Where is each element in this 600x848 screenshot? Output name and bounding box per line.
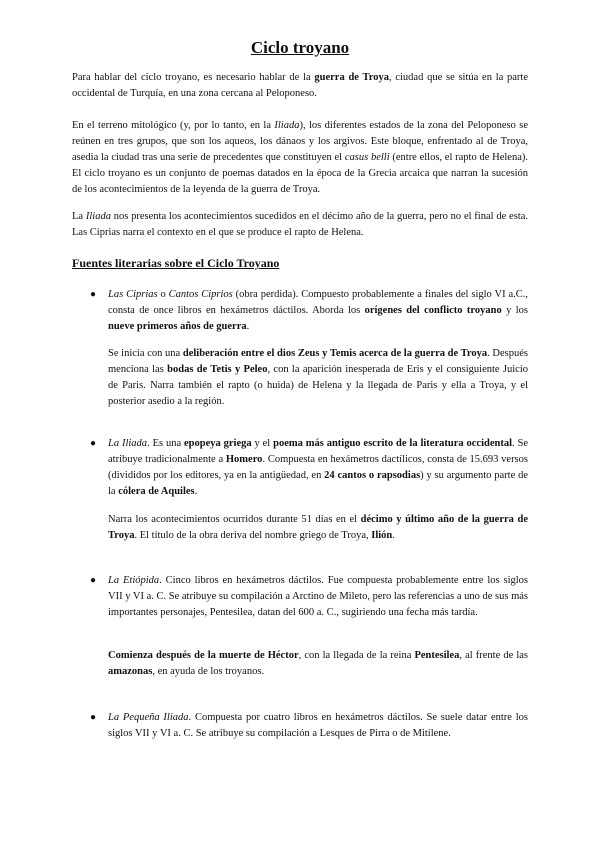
bold-term: Pentesilea (414, 650, 460, 661)
text-run: . Después menciona las (108, 348, 528, 375)
source-etiopida-detail (108, 648, 528, 680)
bold-term: bodas de Tetis y Peleo (167, 364, 268, 375)
text-run: . Es una (147, 438, 184, 449)
text-run: . El título de la obra deriva del nombre griego de Troya, (134, 530, 372, 541)
text-run: . (392, 530, 395, 541)
text-run: ), los diferentes estados de la zona del Peloponeso se reúnen en tres grupos, que son los aqueos, los dánaos y los argivos. Este bloque, enfrentado al de Troya, asedia la ciudad tras una serie de precedentes que constituyen el (72, 120, 528, 163)
work-title: Cantos Ciprios (168, 289, 233, 300)
italic-term: Iliada (274, 120, 300, 131)
bullet-icon: ● (90, 289, 97, 300)
text-run: Para hablar del ciclo troyano, es necesario hablar de la (72, 72, 315, 83)
source-pequena-iliada-paragraph (108, 710, 528, 742)
italic-term: casus belli (344, 152, 390, 163)
text-run: Narra los acontecimientos ocurridos durante 51 días en el (108, 514, 361, 525)
bold-term: Comienza después de la muerte de Héctor (108, 650, 299, 661)
bold-term: epopeya griega (184, 438, 252, 449)
source-etiopida-paragraph (108, 573, 528, 621)
text-run: . Compuesta por cuatro libros en hexámetros dáctilos. Se suele datar entre los siglos VII y VI a. C. Se atribuye su compilación a Lesques de Pirra o de Mitilene. (108, 712, 528, 739)
text-run: , con la llegada de la reina (298, 650, 415, 661)
text-run: , en ayuda de los troyanos. (152, 666, 265, 677)
bold-term: guerra de Troya (314, 72, 389, 83)
text-run: (obra perdida). (232, 289, 302, 300)
page-title: Ciclo troyano (250, 38, 350, 57)
text-run: En el terreno mitológico (y, por lo tanto, en la (72, 120, 275, 131)
bold-term: amazonas (108, 666, 153, 677)
bullet-icon: ● (90, 438, 97, 449)
text-run: y los (501, 305, 528, 316)
work-title: La Iliada (108, 438, 148, 449)
text-run: , con la aparición inesperada de Eris y el consiguiente Juicio de Paris. Narra también el rapto (o huida) de Helena y la llegada de Paris y ella a Troya, y el posterior asedio a la región. (108, 364, 528, 407)
text-run: , al frente de las (459, 650, 528, 661)
text-run: . Compuesta en hexámetros dactílicos, consta de 15.693 versos (divididos por los editores, ya en la antigüedad, en (108, 454, 528, 481)
work-title: La Pequeña Iliada (108, 712, 189, 723)
bold-term: poema más antiguo escrito de la literatura occidental (273, 438, 512, 449)
bold-term: orígenes del conflicto troyano (364, 305, 502, 316)
text-run: . Cinco libros en hexámetros dáctilos. Fue compuesta probablemente entre los siglos VII y VI a. C. Se atribuye su compilación a Arctino de Mileto, pero las referencias a uno de sus más importantes personajes, Pentesilea, datan del 600 a. C., sugiriendo una fecha más tardía. (108, 575, 528, 618)
text-run: La (72, 211, 86, 222)
intro-paragraph-3 (72, 209, 528, 241)
text-run: Se inicia con una (108, 348, 183, 359)
text-run: . Se atribuye tradicionalmente a (108, 438, 529, 465)
work-title: La Etiópida (108, 575, 160, 586)
bold-term: Homero (225, 454, 263, 465)
text-run: o (157, 289, 169, 300)
bold-term: 24 cantos o rapsodias (324, 470, 421, 481)
bold-term: deliberación entre el dios Zeus y Temis acerca de la guerra de Troya (182, 348, 488, 359)
text-run: (entre ellos, el rapto de Helena). El ciclo troyano es un conjunto de poemas datados en la época de la Grecia arcaica que narran la sucesión de los acontecimientos de la leyenda de la guerra de Troya. (72, 152, 528, 195)
text-run: Compuesto probablemente a finales del siglo VI a.C., consta de once libros en hexámetros dáctilos. Aborda los (108, 289, 528, 316)
text-run: . (246, 321, 250, 332)
bold-term: Ilión (371, 530, 393, 541)
text-run: , ciudad que se sitúa en la parte occidental de Turquía, en una zona cercana al Peloponeso. (72, 72, 529, 99)
bold-term: cólera de Aquiles (118, 486, 195, 497)
text-run: nos presenta los acontecimientos sucedidos en el décimo año de la guerra, pero no el final de esta. Las Ciprias narra el contexto en el que se produce el rapto de Helena. (72, 211, 528, 238)
intro-paragraph-2 (72, 118, 528, 198)
text-run: . (194, 486, 198, 497)
intro-paragraph-1 (72, 70, 528, 102)
text-run: y el (251, 438, 274, 449)
work-title: Las Ciprias (108, 289, 158, 300)
text-run: ) y su argumento parte de la (108, 470, 528, 497)
section-heading: Fuentes literarias sobre el Ciclo Troyano (72, 256, 280, 270)
italic-term: Iliada (85, 211, 111, 222)
source-iliada-detail (108, 512, 528, 544)
bullet-icon: ● (90, 712, 97, 723)
bold-term: nueve primeros años de guerra (108, 321, 247, 332)
source-ciprias-paragraph (108, 287, 528, 335)
bold-term: décimo y último año de la guerra de Troya (108, 514, 528, 541)
source-ciprias-detail (108, 346, 528, 410)
bullet-icon: ● (90, 575, 97, 586)
source-iliada-paragraph (108, 436, 528, 500)
